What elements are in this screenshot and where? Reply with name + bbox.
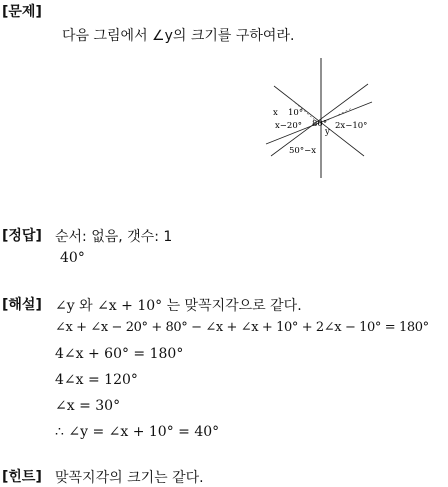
label-x: x bbox=[273, 108, 278, 118]
solution-line-2: ∠x + ∠x − 20° + 80° − ∠x + ∠x + 10° + 2∠x − 10° = 180° bbox=[55, 320, 429, 335]
label-y: y bbox=[325, 127, 330, 137]
label-x-minus-20: x−20° bbox=[275, 121, 302, 131]
solution-line-1: ∠y 와 ∠x + 10° 는 맞꼭지각으로 같다. bbox=[55, 298, 302, 314]
hint-tag: [힌트] bbox=[2, 469, 42, 485]
hint-text: 맞꼭지각의 크기는 같다. bbox=[55, 470, 204, 486]
solution-line-4: 4∠x = 120° bbox=[55, 372, 138, 388]
label-10: 10° bbox=[288, 108, 304, 118]
label-80: 80° bbox=[312, 119, 328, 129]
solution-line-6: ∴ ∠y = ∠x + 10° = 40° bbox=[55, 424, 220, 440]
answer-value: 40° bbox=[60, 250, 85, 266]
problem-text: 다음 그림에서 ∠y의 크기를 구하여라. bbox=[62, 28, 295, 44]
answer-line: 순서: 없음, 갯수: 1 bbox=[55, 229, 173, 245]
label-50-minus-x: 50°−x bbox=[289, 146, 316, 156]
angle-figure bbox=[262, 56, 374, 180]
solution-tag: [해설] bbox=[2, 297, 42, 313]
problem-tag: [문제] bbox=[2, 4, 42, 20]
solution-line-3: 4∠x + 60° = 180° bbox=[55, 346, 184, 362]
answer-tag: [정답] bbox=[2, 228, 42, 244]
solution-line-5: ∠x = 30° bbox=[55, 398, 121, 414]
label-2x-minus-10: 2x−10° bbox=[335, 121, 368, 131]
